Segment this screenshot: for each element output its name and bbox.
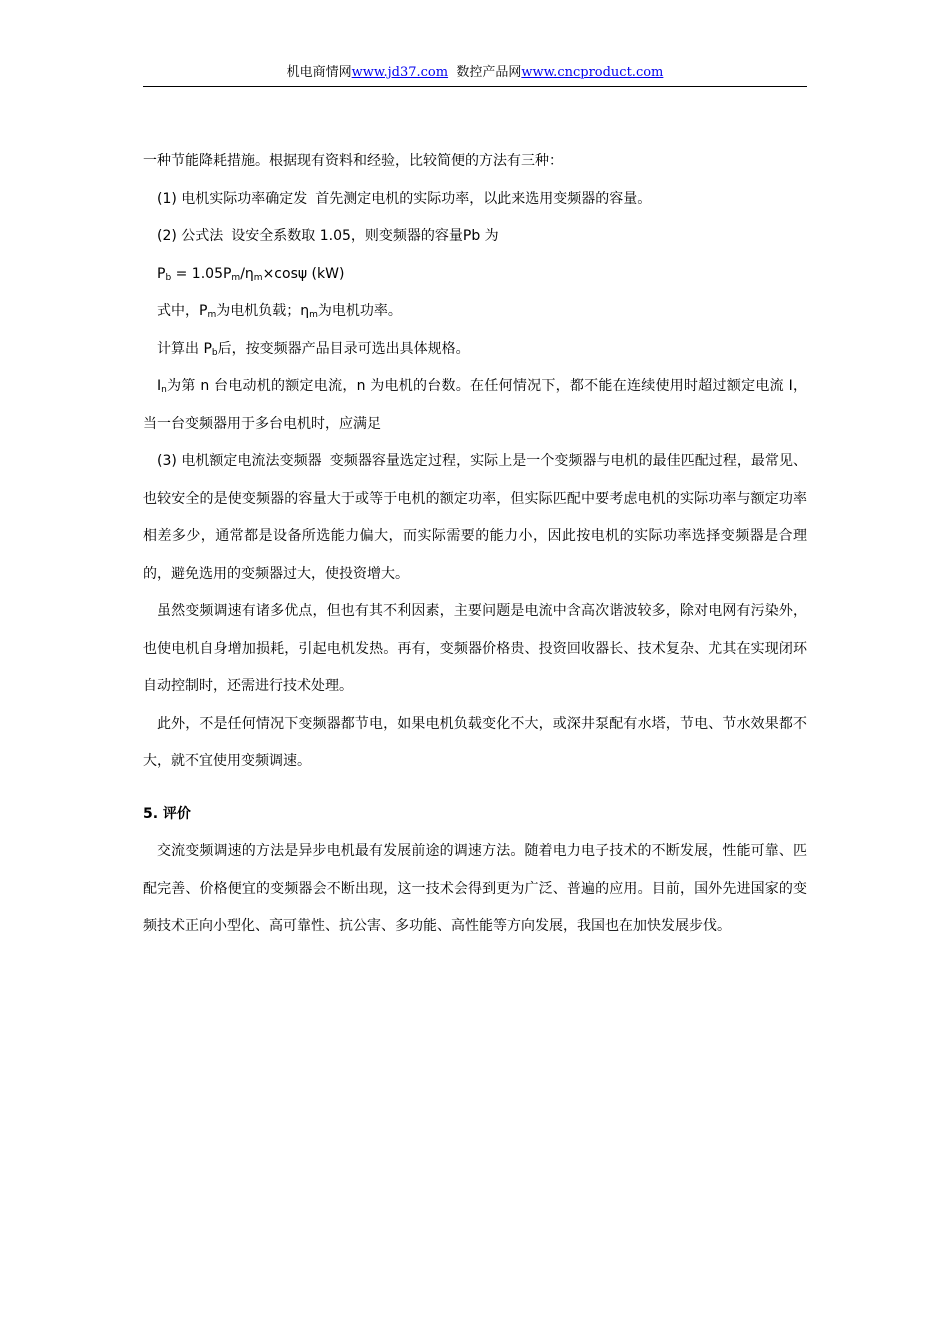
text-part: 为电机功率。 [317, 303, 402, 319]
formula-part: = 1.05P [171, 265, 232, 282]
method-1-label: (1) 电机实际功率确定发 [157, 190, 308, 207]
formula-subscript: b [165, 272, 172, 283]
document-body [143, 143, 807, 946]
subscript: n [161, 385, 167, 395]
text-part: 式中，P [157, 303, 208, 319]
paragraph: 此外，不是任何情况下变频器都节电，如果电机负载变化不大，或深井泵配有水塔，节电、节水效果都不大，就不宜使用变频调速。 [143, 715, 807, 769]
formula-part: ×cosψ (kW) [262, 265, 345, 282]
subscript: m [207, 310, 217, 320]
text-part: 后，按变频器产品目录可选出具体规格。 [217, 340, 470, 357]
formula-part: P [157, 265, 166, 282]
method-3-paragraph [143, 443, 807, 593]
text-part: 计算出 P [157, 340, 212, 357]
rated-current-paragraph [143, 368, 807, 443]
method-1-text: 首先测定电机的实际功率，以此来选用变频器的容量。 [315, 190, 652, 207]
paragraph: 交流变频调速的方法是异步电机最有发展前途的调速方法。随着电力电子技术的不断发展，性能可靠、匹配完善、价格便宜的变频器会不断出现，这一技术会得到更为广泛、普遍的应用。目前，国外先进国家的变频技术正向小型化、高可靠性、抗公害、多功能、高性能等方向发展，我国也在加快发展步伐。 [143, 843, 807, 934]
subscript: m [309, 310, 318, 320]
method-3-label: (3) 电机额定电流法变频器 [157, 453, 322, 469]
formula-subscript: m [231, 272, 241, 283]
method-2-text: 设安全系数取 1.05，则变频器的容量Pb 为 [231, 228, 499, 244]
header-site2-name: 数控产品网 [456, 65, 522, 80]
header-link-cncproduct[interactable]: www.cncproduct.com [521, 65, 664, 80]
paragraph: 一种节能降耗措施。根据现有资料和经验，比较简便的方法有三种： [143, 153, 563, 169]
header-site1-name: 机电商情网 [286, 65, 352, 80]
formula-subscript: m [253, 272, 263, 283]
subscript: b [211, 347, 218, 358]
header-link-jd37[interactable]: www.jd37.com [351, 65, 449, 80]
section-heading: 5. 评价 [143, 805, 191, 822]
text-part: I [157, 378, 162, 394]
calc-paragraph [143, 331, 807, 369]
method-3-text: 变频器容量选定过程，实际上是一个变频器与电机的最佳匹配过程，最常见、也较安全的是使变频器的容量大于或等于电机的额定功率，但实际匹配中要考虑电机的实际功率与额定功率相差多少，通常都是设备所选能力偏大，而实际需要的能力小，因此按电机的实际功率选择变频器是合理的，避免选用的变频器过大，使投资增大。 [143, 453, 807, 582]
paragraph: 虽然变频调速有诸多优点，但也有其不利因素，主要问题是电流中含高次谐波较多，除对电网有污染外，也使电机自身增加损耗，引起电机发热。再有，变频器价格贵、投资回收器长、技术复杂、尤其在实现闭环自动控制时，还需进行技术处理。 [143, 603, 807, 694]
text-part: 为第 n 台电动机的额定电流，n 为电机的台数。在任何情况下，都不能在连续使用时超过额定电流 I，当一台变频器用于多台电机时，应满足 [143, 378, 807, 432]
page-header [143, 62, 807, 87]
method-1-paragraph [143, 181, 807, 219]
method-2-label: (2) 公式法 [157, 228, 224, 244]
text-part: 为电机负载；η [216, 303, 310, 319]
formula-explanation [143, 293, 807, 331]
method-2-paragraph [143, 218, 807, 256]
formula-part: /η [240, 265, 254, 282]
formula [143, 256, 807, 294]
